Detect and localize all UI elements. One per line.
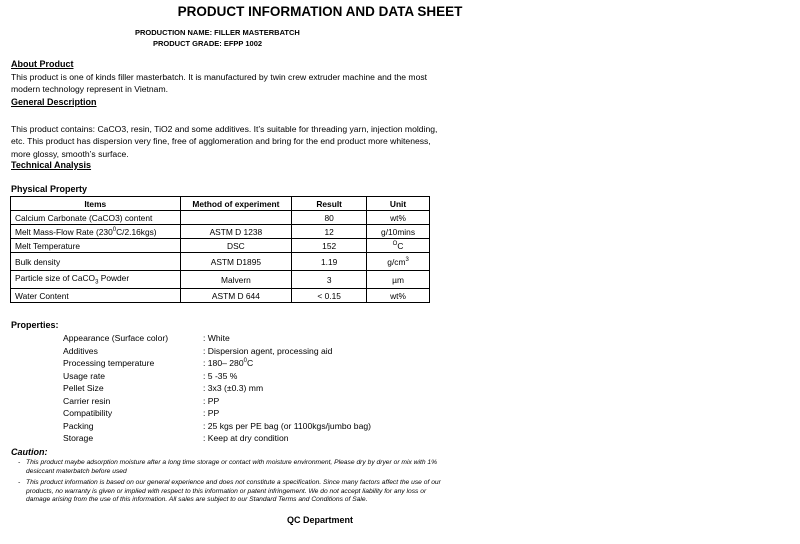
unit-cell: $^O$C [367,239,430,253]
page-title: PRODUCT INFORMATION AND DATA SHEET [177,4,463,19]
item-cell: Melt Temperature [11,239,181,253]
item-cell: Particle size of CaCO$_3$ Powder [11,271,181,289]
table-row [11,253,430,271]
property-value: : White [203,333,230,343]
unit-cell: wt% [367,211,430,225]
table-header-row [11,197,430,211]
property-value: : 3x3 (±0.3) mm [203,383,264,393]
physical-property-table [10,196,430,303]
table-row [11,239,430,253]
method-cell: DSC [180,239,292,253]
technical-heading: Technical Analysis [11,160,92,170]
property-label: Compatibility [63,408,113,418]
method-cell: ASTM D 1238 [180,225,292,239]
general-heading: General Description [11,97,97,107]
col-result: Result [292,197,367,211]
col-method: Method of experiment [180,197,292,211]
general-text: This product contains: CaCO3, resin, TiO2 and some additives. It’s suitable for threading yarn, injection molding, etc. This product has dispersion very fine, free of agglomeration and bring for the end product more whiteness, more glossy, smooth’s surface. [11,124,438,159]
table-row [11,211,430,225]
property-label: Appearance (Surface color) [63,333,169,343]
property-label: Storage [63,433,94,443]
property-value: : PP [203,396,220,406]
table-row [11,225,430,239]
unit-cell: g/10mins [367,225,430,239]
table-row [11,289,430,303]
result-cell: 3 [292,271,367,289]
note-dash: - [18,479,21,486]
result-cell: < 0.15 [292,289,367,303]
property-label: Packing [63,421,94,431]
item-cell: Calcium Carbonate (CaCO3) content [11,211,181,225]
property-value: : Dispersion agent, processing aid [203,346,333,356]
property-value: : 180– $280^0C$ [203,358,254,368]
physical-heading: Physical Property [11,184,88,194]
item-cell: Water Content [11,289,181,303]
property-label: Processing temperature [63,358,155,368]
note-text: This product information is based on our general experience and does not constitute a specification. Since many factors affect the use of our products, no warranty is given or implied with respect to this information or patent infringement. We do not accept liability for any loss or damage arising from the use of this information. All sales are subject to our Standard Terms and Conditions of Sale. [26,479,441,504]
col-unit: Unit [367,197,430,211]
property-label: Pellet Size [63,383,104,393]
property-label: Additives [63,346,98,356]
method-cell: Malvern [180,271,292,289]
result-cell: 1.19 [292,253,367,271]
unit-cell: wt% [367,289,430,303]
item-cell: Melt Mass-Flow Rate $(230^0C/2.16kgs)$ [11,225,181,239]
method-cell: ASTM D1895 [180,253,292,271]
unit-cell: $g/cm^3$ [367,253,430,271]
qc-department: QC Department [286,515,353,525]
production-name: PRODUCTION NAME: FILLER MASTERBATCH [135,28,300,37]
property-label: Carrier resin [63,396,111,406]
table-row [11,271,430,289]
about-text: This product is one of kinds filler masterbatch. It is manufactured by twin crew extruder machine and the most modern technology represent in Vietnam. [11,72,428,95]
caution-note [18,459,443,476]
property-value: : Keep at dry condition [203,433,289,443]
note-dash: - [18,459,21,466]
item-cell: Bulk density [11,253,181,271]
result-cell: 152 [292,239,367,253]
property-label: Usage rate [63,371,106,381]
caution-note [18,479,443,505]
unit-cell: µm [367,271,430,289]
result-cell: 80 [292,211,367,225]
method-cell: ASTM D 644 [180,289,292,303]
about-heading: About Product [11,59,74,69]
result-cell: 12 [292,225,367,239]
note-text: This product maybe adsorption moisture after a long time storage or contact with moisture environment, Please dry by dryer or mix with 1% desiccant materbatch before used [26,459,438,475]
property-value: : 5 -35 % [203,371,238,381]
property-value: : PP [203,408,220,418]
caution-heading: Caution: [11,447,48,457]
properties-heading: Properties: [11,320,59,330]
col-items: Items [11,197,181,211]
method-cell [180,211,292,225]
property-value: : 25 kgs per PE bag (or 1100kgs/jumbo bag) [203,421,371,431]
product-grade: PRODUCT GRADE: EFPP 1002 [153,39,263,48]
